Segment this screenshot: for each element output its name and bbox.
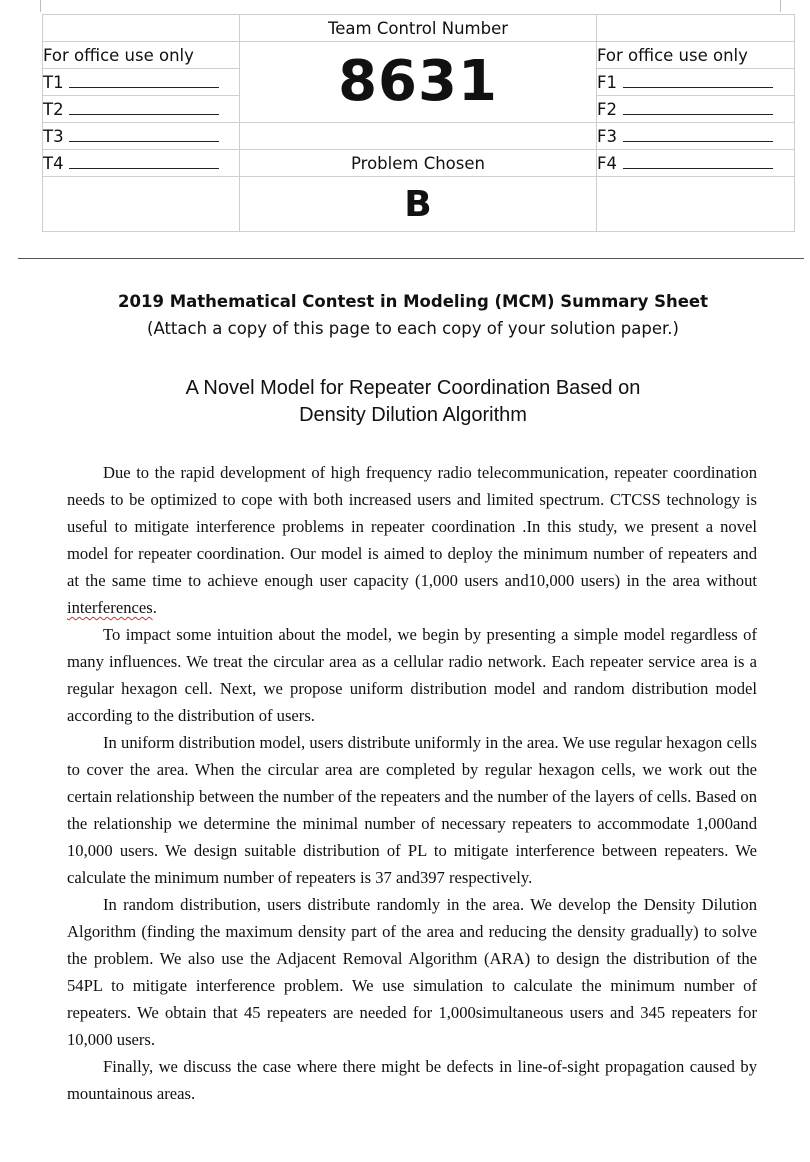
paragraph-1-end: . bbox=[152, 598, 157, 617]
field-t4 bbox=[43, 150, 240, 177]
paragraph-1-text: Due to the rapid development of high frequency radio telecommunication, repeater coordination needs to be optimized to cope with both increased users and limited spectrum. CTCSS technology is useful to mitigate interference problems in repeater coordination .In this study, we present a novel model for repeater coordination. Our model is aimed to deploy the minimum number of repeaters and at the same time to achieve enough user capacity (1,000 users and10,000 users) in the area without bbox=[67, 463, 757, 590]
field-t3-label: T3 bbox=[43, 126, 64, 146]
field-t4-line bbox=[69, 154, 219, 169]
field-f3-label: F3 bbox=[597, 126, 617, 146]
paragraph-4: In random distribution, users distribute randomly in the area. We develop the Density Dilution Algorithm (finding the maximum density part of the area and reducing the density gradually) to solve the problem. We also use the Adjacent Removal Algorithm (ARA) to design the distribution of the 54PL to mitigate interference problem. We use simulation to calculate the minimum number of repeaters. We obtain that 45 repeaters are needed for 1,000simultaneous users and 345 repeaters for 10,000 users. bbox=[67, 895, 757, 1049]
paragraph-5: Finally, we discuss the case where there might be defects in line-of-sight propagation caused by mountainous areas. bbox=[67, 1057, 757, 1103]
field-f4 bbox=[597, 150, 795, 177]
field-t2 bbox=[43, 96, 240, 123]
summary-body bbox=[67, 459, 757, 1107]
blank-cell bbox=[240, 123, 597, 150]
blank-cell bbox=[43, 177, 240, 232]
field-t4-label: T4 bbox=[43, 153, 64, 173]
field-t1-label: T1 bbox=[43, 72, 64, 92]
summary-instruction: (Attach a copy of this page to each copy of your solution paper.) bbox=[147, 319, 679, 338]
field-f4-label: F4 bbox=[597, 153, 617, 173]
field-f2-label: F2 bbox=[597, 99, 617, 119]
problem-letter: B bbox=[404, 183, 432, 225]
control-number-table bbox=[42, 14, 795, 232]
summary-sheet-title: 2019 Mathematical Contest in Modeling (MCM) Summary Sheet bbox=[118, 292, 708, 311]
problem-chosen-label: Problem Chosen bbox=[240, 150, 597, 177]
field-f2 bbox=[597, 96, 795, 123]
field-f1-line bbox=[623, 73, 773, 88]
page-corner-mark-right bbox=[780, 0, 781, 12]
field-t1-line bbox=[69, 73, 219, 88]
team-number-cell bbox=[240, 42, 597, 123]
blank-cell bbox=[43, 15, 240, 42]
field-f3 bbox=[597, 123, 795, 150]
paper-title-line-2: Density Dilution Algorithm bbox=[299, 404, 527, 426]
page-corner-mark-left bbox=[40, 0, 41, 12]
blank-cell bbox=[597, 15, 795, 42]
field-f1 bbox=[597, 69, 795, 96]
paragraph-3: In uniform distribution model, users distribute uniformly in the area. We use regular hexagon cells to cover the area. When the circular area are completed by regular hexagon cells, we work out the certain relationship between the number of the repeaters and the number of the layers of cells. Based on the relationship we determine the minimal number of necessary repeaters to accommodate 1,000and 10,000 users. We design suitable distribution of PL to mitigate interference between repeaters. We calculate the minimum number of repeaters is 37 and397 respectively. bbox=[67, 733, 757, 887]
field-t2-line bbox=[69, 100, 219, 115]
field-t2-label: T2 bbox=[43, 99, 64, 119]
problem-letter-cell bbox=[240, 177, 597, 232]
field-f1-label: F1 bbox=[597, 72, 617, 92]
team-number: 8631 bbox=[338, 49, 498, 114]
field-t1 bbox=[43, 69, 240, 96]
paper-title bbox=[0, 375, 810, 429]
section-divider bbox=[18, 258, 804, 259]
field-f3-line bbox=[623, 127, 773, 142]
paragraph-2: To impact some intuition about the model, we begin by presenting a simple model regardless of many influences. We treat the circular area as a cellular radio network. Each repeater service area is a regular hexagon cell. Next, we propose uniform distribution model and random distribution model according to the distribution of users. bbox=[67, 625, 757, 725]
field-f4-line bbox=[623, 154, 773, 169]
blank-cell bbox=[597, 177, 795, 232]
paper-title-line-1: A Novel Model for Repeater Coordination Based on bbox=[185, 377, 641, 399]
office-use-label-right: For office use only bbox=[597, 42, 795, 69]
field-t3 bbox=[43, 123, 240, 150]
field-f2-line bbox=[623, 100, 773, 115]
field-t3-line bbox=[69, 127, 219, 142]
paragraph-1 bbox=[67, 459, 757, 621]
spellcheck-flagged-word: interferences bbox=[67, 598, 153, 617]
office-use-label-left: For office use only bbox=[43, 42, 240, 69]
team-control-label: Team Control Number bbox=[240, 15, 597, 42]
